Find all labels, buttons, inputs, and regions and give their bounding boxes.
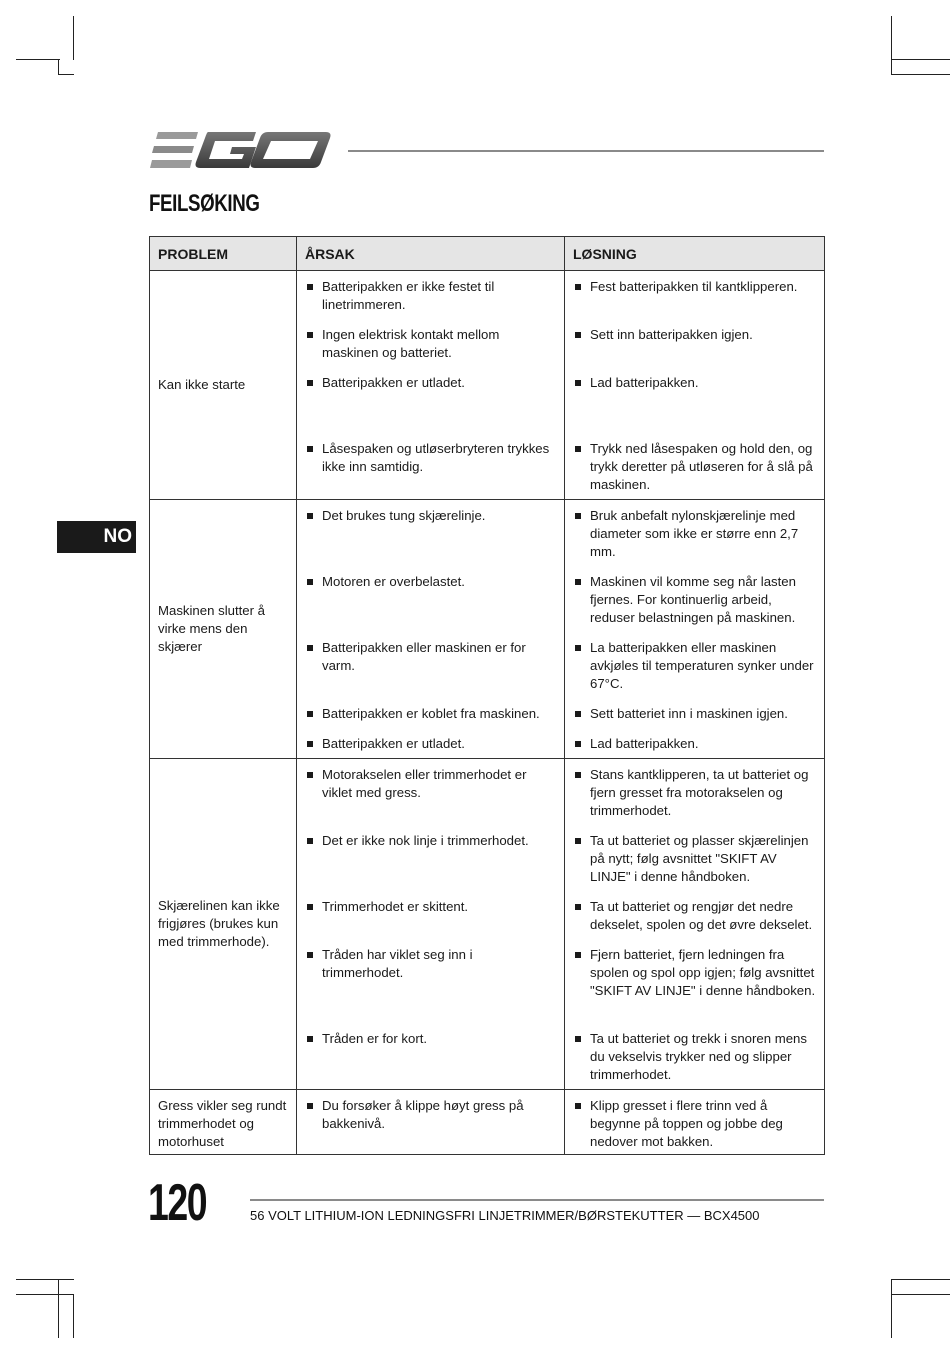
- crop-mark: [891, 16, 892, 74]
- cause-item: Tråden har viklet seg inn i trimmerhodet.: [297, 939, 564, 1023]
- solution-cell: [565, 500, 825, 759]
- solution-item: Klipp gresset i flere trinn ved å begynne på toppen og jobbe deg nedover mot bakken.: [565, 1090, 824, 1154]
- table-row: [150, 759, 825, 1090]
- cause-item: Trimmerhodet er skittent.: [297, 891, 564, 939]
- bullet-icon: [575, 513, 581, 519]
- crop-mark: [16, 1279, 74, 1280]
- cause-item: Det er ikke nok linje i trimmerhodet.: [297, 825, 564, 891]
- problem-cell: Gress vikler seg rundt trimmerhodet og motorhuset: [150, 1090, 297, 1155]
- bullet-icon: [307, 1036, 313, 1042]
- bullet-icon: [575, 446, 581, 452]
- crop-mark: [891, 1294, 950, 1295]
- bullet-icon: [575, 772, 581, 778]
- table-row: [150, 1090, 825, 1155]
- bullet-icon: [307, 952, 313, 958]
- solution-item: Lad batteripakken.: [565, 367, 824, 433]
- bullet-icon: [575, 741, 581, 747]
- problem-cell: Skjærelinen kan ikke frigjøres (brukes kun med trimmerhode).: [150, 759, 297, 1090]
- crop-mark: [891, 1279, 950, 1280]
- problem-cell: Maskinen slutter å virke mens den skjærer: [150, 500, 297, 759]
- bullet-icon: [307, 838, 313, 844]
- bullet-icon: [307, 380, 313, 386]
- solution-item: Lad batteripakken.: [565, 728, 824, 758]
- bullet-icon: [307, 772, 313, 778]
- solution-item: Fest batteripakken til kantklipperen.: [565, 271, 824, 319]
- bullet-icon: [575, 1103, 581, 1109]
- bullet-icon: [575, 645, 581, 651]
- solution-cell: [565, 759, 825, 1090]
- ego-logo: [150, 130, 332, 172]
- bullet-icon: [307, 1103, 313, 1109]
- bullet-icon: [575, 1036, 581, 1042]
- solution-item: Maskinen vil komme seg når lasten fjernes. For kontinuerlig arbeid, reduser belastningen på maskinen.: [565, 566, 824, 632]
- cause-cell: [297, 271, 565, 500]
- bullet-icon: [575, 284, 581, 290]
- bullet-icon: [575, 838, 581, 844]
- cause-item: Batteripakken er koblet fra maskinen.: [297, 698, 564, 728]
- cause-item: Batteripakken er utladet.: [297, 728, 564, 758]
- cause-item: Låsespaken og utløserbryteren trykkes ikke inn samtidig.: [297, 433, 564, 499]
- bullet-icon: [575, 711, 581, 717]
- language-tab: NO: [57, 521, 136, 553]
- bullet-icon: [575, 579, 581, 585]
- solution-item: Sett batteriet inn i maskinen igjen.: [565, 698, 824, 728]
- bullet-icon: [307, 711, 313, 717]
- cause-item: Batteripakken er ikke festet til linetrimmeren.: [297, 271, 564, 319]
- bullet-icon: [307, 332, 313, 338]
- solution-cell: [565, 271, 825, 500]
- crop-mark: [58, 74, 74, 75]
- table-row: [150, 500, 825, 759]
- solution-item: Sett inn batteripakken igjen.: [565, 319, 824, 367]
- table-row: [150, 271, 825, 500]
- cause-item: Tråden er for kort.: [297, 1023, 564, 1089]
- solution-item: Bruk anbefalt nylonskjærelinje med diameter som ikke er større enn 2,7 mm.: [565, 500, 824, 566]
- header-rule: [348, 150, 824, 152]
- solution-item: Ta ut batteriet og rengjør det nedre dekselet, spolen og det øvre dekselet.: [565, 891, 824, 939]
- page-number: 120: [148, 1174, 207, 1232]
- footer-text: 56 VOLT LITHIUM-ION LEDNINGSFRI LINJETRIMMER/BØRSTEKUTTER — BCX4500: [250, 1208, 760, 1223]
- crop-mark: [73, 1294, 74, 1338]
- solution-item: Stans kantklipperen, ta ut batteriet og fjern gresset fra motorakselen og trimmerhodet.: [565, 759, 824, 825]
- bullet-icon: [307, 513, 313, 519]
- cause-item: Ingen elektrisk kontakt mellom maskinen og batteriet.: [297, 319, 564, 367]
- bullet-icon: [575, 380, 581, 386]
- solution-item: Ta ut batteriet og plasser skjærelinjen på nytt; følg avsnittet "SKIFT AV LINJE" i denne håndboken.: [565, 825, 824, 891]
- cause-cell: [297, 759, 565, 1090]
- table-header-row: [150, 237, 825, 271]
- solution-cell: [565, 1090, 825, 1155]
- header-cause: ÅRSAK: [297, 237, 565, 271]
- cause-item: Det brukes tung skjærelinje.: [297, 500, 564, 566]
- crop-mark: [891, 1279, 892, 1338]
- cause-cell: [297, 500, 565, 759]
- solution-item: La batteripakken eller maskinen avkjøles til temperaturen synker under 67°C.: [565, 632, 824, 698]
- bullet-icon: [307, 579, 313, 585]
- bullet-icon: [575, 904, 581, 910]
- cause-item: Motoren er overbelastet.: [297, 566, 564, 632]
- cause-item: Du forsøker å klippe høyt gress på bakkenivå.: [297, 1090, 564, 1154]
- troubleshooting-table: [149, 236, 825, 1155]
- crop-mark: [891, 59, 950, 60]
- solution-item: Trykk ned låsespaken og hold den, og trykk deretter på utløseren for å slå på maskinen.: [565, 433, 824, 499]
- page-title: FEILSØKING: [149, 190, 260, 217]
- crop-mark: [58, 1279, 59, 1338]
- bullet-icon: [307, 904, 313, 910]
- cause-item: Motorakselen eller trimmerhodet er viklet med gress.: [297, 759, 564, 825]
- crop-mark: [16, 59, 60, 60]
- header-solution: LØSNING: [565, 237, 825, 271]
- cause-item: Batteripakken eller maskinen er for varm.: [297, 632, 564, 698]
- cause-item: Batteripakken er utladet.: [297, 367, 564, 433]
- crop-mark: [891, 74, 950, 75]
- cause-cell: [297, 1090, 565, 1155]
- solution-item: Fjern batteriet, fjern ledningen fra spolen og spol opp igjen; følg avsnittet "SKIFT AV LINJE" i denne håndboken.: [565, 939, 824, 1023]
- bullet-icon: [307, 446, 313, 452]
- problem-cell: Kan ikke starte: [150, 271, 297, 500]
- bullet-icon: [575, 332, 581, 338]
- footer-rule: [250, 1199, 824, 1201]
- header-problem: PROBLEM: [150, 237, 297, 271]
- bullet-icon: [307, 645, 313, 651]
- bullet-icon: [307, 741, 313, 747]
- crop-mark: [16, 1294, 74, 1295]
- solution-item: Ta ut batteriet og trekk i snoren mens du vekselvis trykker ned og slipper trimmerhodet.: [565, 1023, 824, 1089]
- crop-mark: [73, 16, 74, 60]
- crop-mark: [58, 59, 59, 75]
- bullet-icon: [307, 284, 313, 290]
- bullet-icon: [575, 952, 581, 958]
